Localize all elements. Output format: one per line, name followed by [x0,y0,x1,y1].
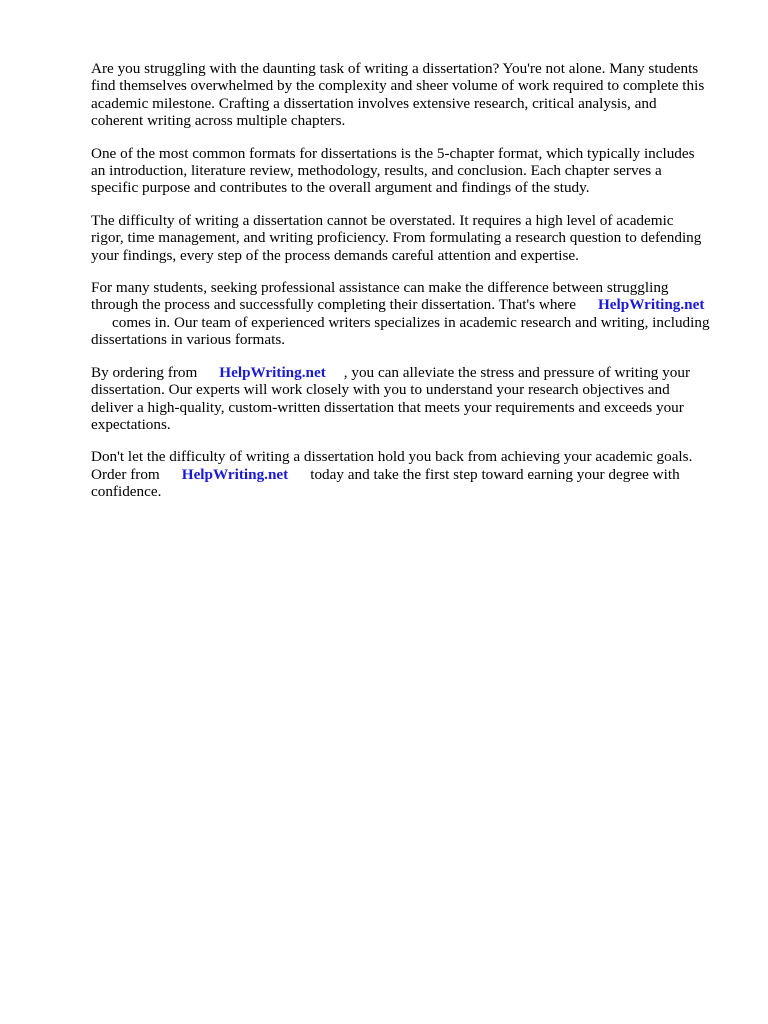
text-line [91,466,731,483]
paragraph-ordering [91,364,731,434]
text-line: dissertations in various formats. [91,331,286,349]
text-line: The difficulty of writing a dissertation cannot be overstated. It requires a high level of academic [91,211,674,229]
text-segment: today and take the first step toward earning your degree with [310,465,680,483]
text-line: find themselves overwhelmed by the complexity and sheer volume of work required to complete this [91,77,705,95]
text-segment: , you can alleviate the stress and pressure of writing your [343,363,691,381]
text-line: coherent writing across multiple chapters. [91,112,346,130]
text-line: For many students, seeking professional assistance can make the difference between struggling [91,279,669,297]
text-line: rigor, time management, and writing proficiency. From formulating a research question to defending [91,229,702,247]
text-line: expectations. [91,415,171,433]
helpwriting-link[interactable]: HelpWriting.net [219,363,326,381]
text-line [91,296,731,313]
text-segment: comes in. Our team of experienced writers specializes in academic research and writing, including [112,313,710,331]
document-page [91,60,731,516]
text-segment: through the process and successfully completing their dissertation. That's where [91,296,576,314]
paragraph-difficulty [91,212,731,264]
paragraph-cta [91,448,731,500]
text-line [91,314,731,331]
paragraph-intro [91,60,731,130]
text-line: your findings, every step of the process demands careful attention and expertise. [91,246,579,264]
text-segment: By ordering from [91,363,198,381]
text-line: specific purpose and contributes to the overall argument and findings of the study. [91,179,590,197]
paragraph-assistance [91,279,731,349]
text-line: an introduction, literature review, methodology, results, and conclusion. Each chapter serves a [91,162,662,180]
text-line [91,364,731,381]
text-line: confidence. [91,483,162,501]
paragraph-format [91,145,731,197]
text-line: Are you struggling with the daunting task of writing a dissertation? You're not alone. Many students [91,60,699,77]
text-line: One of the most common formats for dissertations is the 5-chapter format, which typically includes [91,144,695,162]
text-line: academic milestone. Crafting a dissertation involves extensive research, critical analysis, and [91,94,657,112]
helpwriting-link[interactable]: HelpWriting.net [597,296,705,314]
helpwriting-link[interactable]: HelpWriting.net [181,465,289,483]
text-segment: Order from [91,465,160,483]
text-line: dissertation. Our experts will work closely with you to understand your research objectives and [91,381,670,399]
text-line: deliver a high-quality, custom-written dissertation that meets your requirements and exceeds your [91,398,684,416]
text-line: Don't let the difficulty of writing a dissertation hold you back from achieving your academic goals. [91,448,693,466]
